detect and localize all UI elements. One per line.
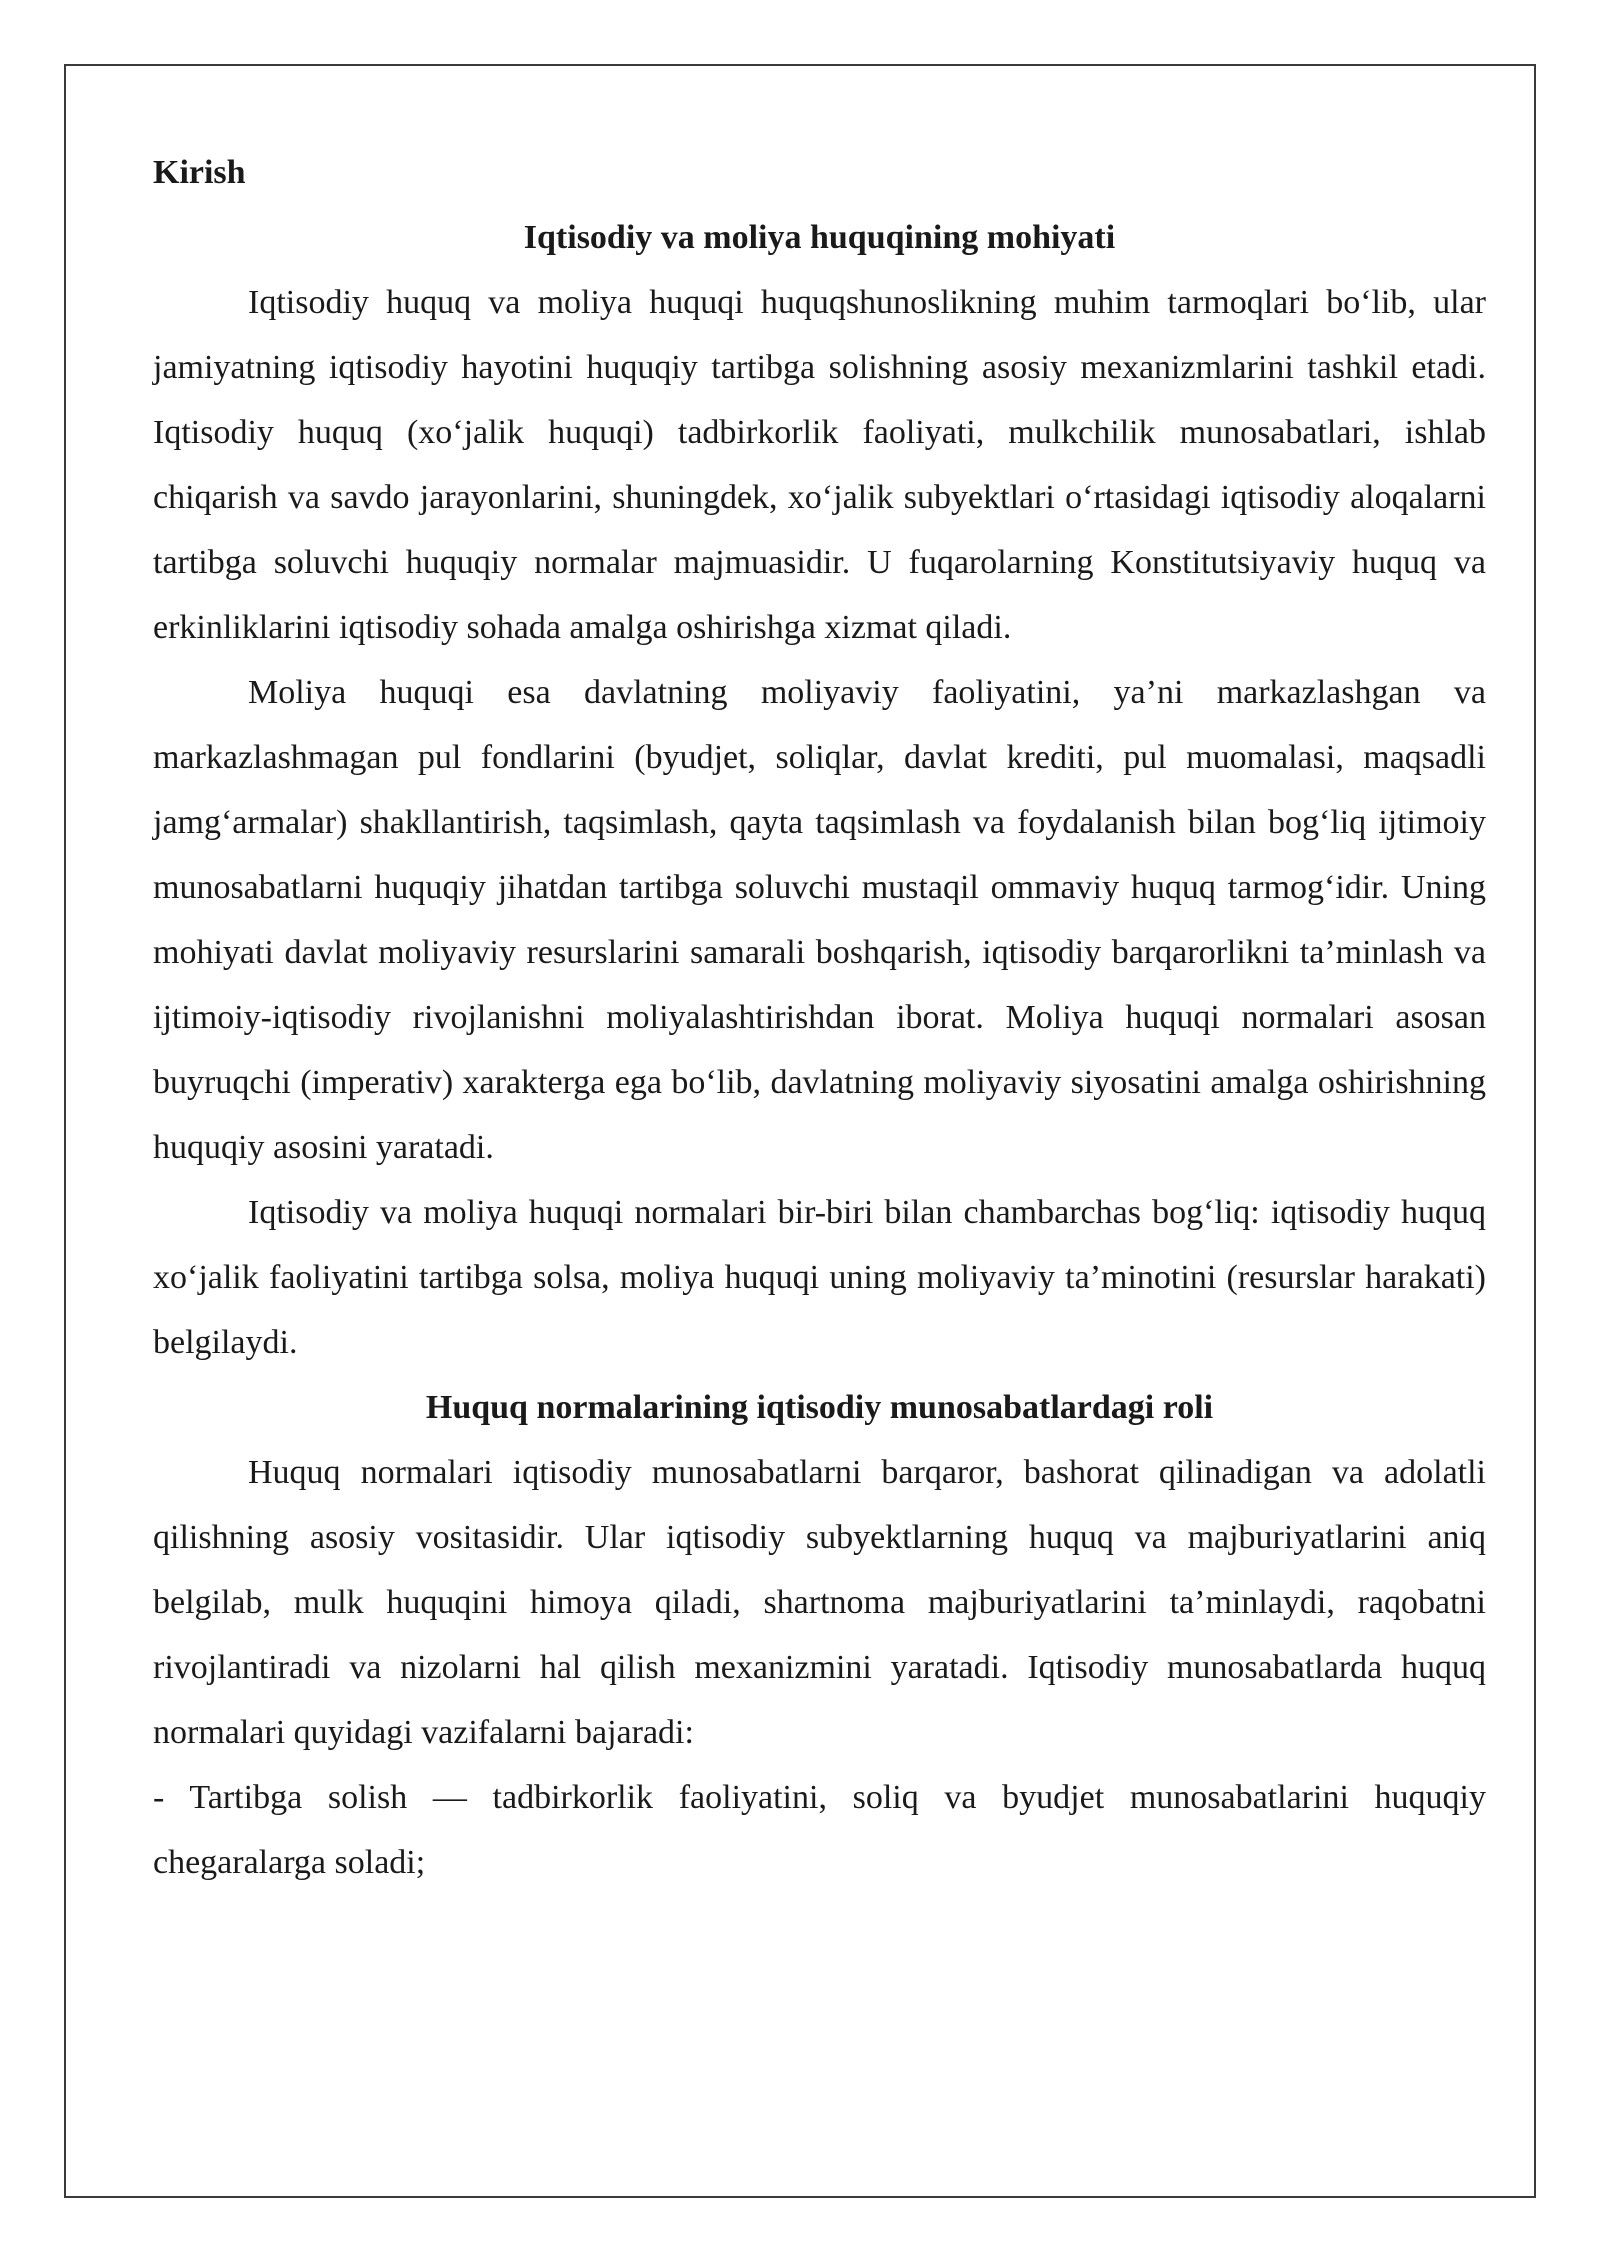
paragraph: Moliya huquqi esa davlatning moliyaviy faoliyatini, ya’ni markazlashgan va markazlashmagan pul fondlarini (byudjet, soliqlar, davlat krediti, pul muomalasi, maqsadli jamg‘armalar) shakllantirish, taqsimlash, qayta taqsimlash va foydalanish bilan bog‘liq ijtimoiy munosabatlarni huquqiy jihatdan tartibga soluvchi mustaqil ommaviy huquq tarmog‘idir. Uning mohiyati davlat moliyaviy resurslarini samarali boshqarish, iqtisodiy barqarorlikni ta’minlash va ijtimoiy-iqtisodiy rivojlanishni moliyalashtirishdan iborat. Moliya huquqi normalari asosan buyruqchi (imperativ) xarakterga ega bo‘lib, davlatning moliyaviy siyosatini amalga oshirishning huquqiy asosini yaratadi.: [153, 674, 1486, 1166]
document-body: [153, 140, 1486, 1895]
paragraph: Iqtisodiy huquq va moliya huquqi huquqshunoslikning muhim tarmoqlari bo‘lib, ular jamiyatning iqtisodiy hayotini huquqiy tartibga solishning asosiy mexanizmlarini tashkil etadi. Iqtisodiy huquq (xo‘jalik huquqi) tadbirkorlik faoliyati, mulkchilik munosabatlari, ishlab chiqarish va savdo jarayonlarini, shuningdek, xo‘jalik subyektlari o‘rtasidagi iqtisodiy aloqalarni tartibga soluvchi huquqiy normalar majmuasidir. U fuqarolarning Konstitutsiyaviy huquq va erkinliklarini iqtisodiy sohada amalga oshirishga xizmat qiladi.: [153, 284, 1486, 646]
section-title: Iqtisodiy va moliya huquqining mohiyati: [523, 219, 1116, 256]
section-title: Huquq normalarining iqtisodiy munosabatlardagi roli: [425, 1389, 1214, 1426]
intro-heading: Kirish: [153, 154, 246, 191]
paragraph: Iqtisodiy va moliya huquqi normalari bir-biri bilan chambarchas bog‘liq: iqtisodiy huquq xo‘jalik faoliyatini tartibga solsa, moliya huquqi uning moliyaviy ta’minotini (resurslar harakati) belgilaydi.: [153, 1194, 1486, 1361]
list-item: - Tartibga solish — tadbirkorlik faoliyatini, soliq va byudjet munosabatlarini huquqiy chegaralarga soladi;: [153, 1779, 1486, 1881]
paragraph: Huquq normalari iqtisodiy munosabatlarni barqaror, bashorat qilinadigan va adolatli qilishning asosiy vositasidir. Ular iqtisodiy subyektlarning huquq va majburiyatlarini aniq belgilab, mulk huquqini himoya qiladi, shartnoma majburiyatlarini ta’minlaydi, raqobatni rivojlantiradi va nizolarni hal qilish mexanizmini yaratadi. Iqtisodiy munosabatlarda huquq normalari quyidagi vazifalarni bajaradi:: [153, 1454, 1486, 1751]
